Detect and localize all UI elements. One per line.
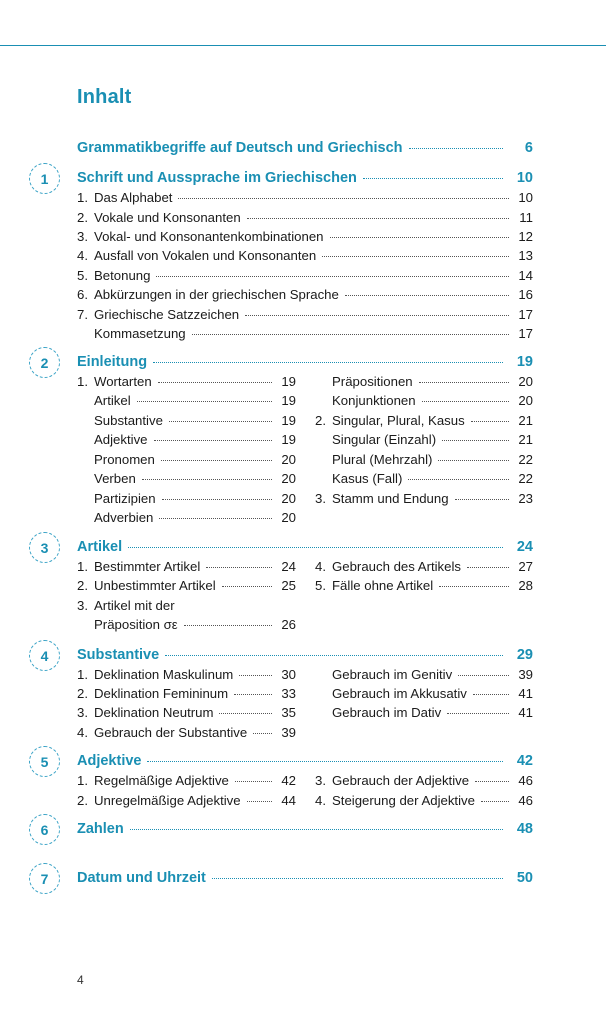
entry-label: Gebrauch der Substantive	[94, 725, 248, 740]
entry-label: Plural (Mehrzahl)	[332, 452, 433, 467]
entry-number: 2.	[77, 210, 88, 225]
toc-intro[interactable]	[77, 140, 533, 156]
entry-label: Steigerung der Adjektive	[332, 793, 475, 808]
leader-dots	[137, 401, 272, 402]
leader-dots	[161, 460, 272, 461]
leader-dots	[447, 713, 509, 714]
entry-page: 20	[281, 491, 296, 506]
leader-dots	[158, 382, 272, 383]
entry-number: 4.	[77, 248, 88, 263]
leader-dots	[247, 218, 509, 219]
leader-dots	[422, 401, 509, 402]
leader-dots	[128, 547, 503, 548]
entry-label: Vokale und Konsonanten	[94, 210, 241, 225]
chapter-title: Zahlen	[77, 821, 124, 837]
entry-label: Gebrauch der Adjektive	[332, 773, 470, 788]
toc-entry[interactable]	[77, 190, 533, 205]
entry-page: 22	[518, 471, 533, 486]
leader-dots	[345, 295, 509, 296]
leader-dots	[455, 499, 509, 500]
leader-dots	[322, 256, 509, 257]
leader-dots	[184, 625, 272, 626]
entry-page: 19	[281, 374, 296, 389]
leader-dots	[142, 479, 272, 480]
entry-page: 41	[518, 686, 533, 701]
toc-entry[interactable]	[77, 452, 296, 467]
leader-dots	[162, 499, 272, 500]
entry-page: 20	[281, 471, 296, 486]
leader-dots	[239, 675, 272, 676]
entry-number: 6.	[77, 287, 88, 302]
entry-number: 5.	[77, 268, 88, 283]
entry-number: 1.	[77, 667, 88, 682]
toc-entry[interactable]	[77, 773, 296, 788]
entry-page: 26	[281, 617, 296, 632]
toc-entry[interactable]	[315, 793, 533, 808]
chapter-badge: 5	[29, 746, 60, 777]
leader-dots	[467, 567, 509, 568]
entry-label: Deklination Neutrum	[94, 705, 214, 720]
entry-number: 1.	[77, 773, 88, 788]
entry-page: 35	[281, 705, 296, 720]
chapter-badge: 7	[29, 863, 60, 894]
toc-entry[interactable]	[77, 287, 533, 302]
entry-label: Gebrauch im Genitiv	[332, 667, 453, 682]
entry-number: 1.	[77, 559, 88, 574]
entry-label: Deklination Maskulinum	[94, 667, 234, 682]
entry-label: Ausfall von Vokalen und Konsonanten	[94, 248, 317, 263]
toc-entry[interactable]	[77, 393, 296, 408]
toc-entry[interactable]	[315, 393, 533, 408]
toc-entry[interactable]	[315, 559, 533, 574]
entry-label: Partizipien	[94, 491, 156, 506]
entry-label: Artikel mit der	[94, 598, 175, 613]
chapter-heading[interactable]	[77, 170, 533, 186]
entry-label: Konjunktionen	[332, 393, 416, 408]
chapter-badge: 2	[29, 347, 60, 378]
leader-dots	[330, 237, 510, 238]
toc-entry[interactable]	[77, 510, 296, 525]
toc-intro-page: 6	[524, 140, 533, 156]
entry-label: Gebrauch im Dativ	[332, 705, 442, 720]
leader-dots	[253, 733, 272, 734]
toc-entry[interactable]	[77, 268, 533, 283]
entry-page: 46	[518, 773, 533, 788]
entry-page: 17	[518, 307, 533, 322]
leader-dots	[419, 382, 509, 383]
leader-dots	[212, 878, 503, 879]
entry-page: 21	[518, 432, 533, 447]
toc-entry[interactable]	[77, 617, 296, 632]
leader-dots	[363, 178, 503, 179]
chapter-heading[interactable]	[77, 539, 533, 555]
leader-dots	[245, 315, 509, 316]
toc-entry[interactable]	[77, 248, 533, 263]
entry-number: 1.	[77, 190, 88, 205]
toc-entry[interactable]	[315, 578, 533, 593]
leader-dots	[206, 567, 272, 568]
leader-dots	[130, 829, 503, 830]
leader-dots	[169, 421, 272, 422]
entry-number: 3.	[77, 229, 88, 244]
leader-dots	[439, 586, 509, 587]
toc-entry[interactable]	[77, 471, 296, 486]
chapter-heading[interactable]	[77, 753, 533, 769]
entry-label: Bestimmter Artikel	[94, 559, 201, 574]
leader-dots	[156, 276, 509, 277]
leader-dots	[165, 655, 503, 656]
entry-number: 2.	[77, 793, 88, 808]
entry-page: 14	[518, 268, 533, 283]
entry-label: Substantive	[94, 413, 163, 428]
leader-dots	[247, 801, 272, 802]
leader-dots	[471, 421, 509, 422]
toc-entry[interactable]	[315, 667, 533, 682]
chapter-badge: 3	[29, 532, 60, 563]
entry-label: Stamm und Endung	[332, 491, 449, 506]
entry-page: 17	[518, 326, 533, 341]
chapter-badge: 1	[29, 163, 60, 194]
entry-page: 44	[281, 793, 296, 808]
toc-entry[interactable]	[315, 491, 533, 506]
entry-label: Unbestimmter Artikel	[94, 578, 216, 593]
leader-dots	[159, 518, 272, 519]
entry-number: 2.	[315, 413, 326, 428]
chapter-title: Adjektive	[77, 753, 142, 769]
leader-dots	[234, 694, 272, 695]
entry-page: 46	[518, 793, 533, 808]
entry-number: 2.	[77, 578, 88, 593]
entry-number: 3.	[315, 491, 326, 506]
entry-page: 19	[281, 393, 296, 408]
entry-label: Wortarten	[94, 374, 152, 389]
entry-number: 3.	[77, 705, 88, 720]
toc-entry[interactable]	[77, 705, 296, 720]
toc-entry[interactable]	[315, 413, 533, 428]
entry-page: 25	[281, 578, 296, 593]
entry-label: Verben	[94, 471, 136, 486]
toc-entry[interactable]	[77, 432, 296, 447]
toc-entry[interactable]	[315, 705, 533, 720]
toc-entry[interactable]	[77, 413, 296, 428]
toc-entry[interactable]	[315, 452, 533, 467]
entry-label: Gebrauch im Akkusativ	[332, 686, 467, 701]
chapter-title: Substantive	[77, 647, 160, 663]
chapter-badge: 6	[29, 814, 60, 845]
entry-label: Singular (Einzahl)	[332, 432, 437, 447]
toc-entry[interactable]	[77, 667, 296, 682]
entry-label: Abkürzungen in der griechischen Sprache	[94, 287, 339, 302]
entry-page: 21	[518, 413, 533, 428]
entry-page: 19	[281, 432, 296, 447]
chapter-badge: 4	[29, 640, 60, 671]
entry-page: 24	[281, 559, 296, 574]
leader-dots	[192, 334, 509, 335]
page-number: 4	[77, 973, 84, 987]
toc-entry[interactable]	[315, 471, 533, 486]
entry-page: 19	[281, 413, 296, 428]
toc-entry[interactable]	[77, 578, 296, 593]
entry-label: Betonung	[94, 268, 151, 283]
leader-dots	[154, 440, 272, 441]
leader-dots	[438, 460, 509, 461]
entry-label: Präposition σε	[94, 617, 178, 632]
toc-entry[interactable]	[315, 773, 533, 788]
toc-entry[interactable]	[315, 432, 533, 447]
chapter-page: 48	[516, 821, 533, 837]
entry-page: 12	[518, 229, 533, 244]
entry-number: 5.	[315, 578, 326, 593]
entry-number: 7.	[77, 307, 88, 322]
entry-label: Pronomen	[94, 452, 155, 467]
entry-label: Gebrauch des Artikels	[332, 559, 462, 574]
chapter-title: Einleitung	[77, 354, 148, 370]
toc-entry[interactable]	[77, 229, 533, 244]
leader-dots	[408, 479, 509, 480]
entry-label: Vokal- und Konsonantenkombinationen	[94, 229, 324, 244]
entry-label: Präpositionen	[332, 374, 413, 389]
page-title: Inhalt	[77, 86, 132, 108]
entry-page: 30	[281, 667, 296, 682]
leader-dots	[219, 713, 272, 714]
toc-entry[interactable]	[77, 686, 296, 701]
toc-entry[interactable]	[77, 725, 296, 740]
chapter-page: 24	[516, 539, 533, 555]
entry-page: 39	[518, 667, 533, 682]
toc-entry[interactable]	[77, 307, 533, 322]
toc-entry[interactable]	[77, 559, 296, 574]
entry-number: 4.	[315, 559, 326, 574]
toc-entry[interactable]	[77, 793, 296, 808]
chapter-page: 19	[516, 354, 533, 370]
chapter-title: Artikel	[77, 539, 123, 555]
entry-page: 11	[519, 210, 533, 225]
entry-page: 41	[518, 705, 533, 720]
entry-number: 1.	[77, 374, 88, 389]
leader-dots	[235, 781, 272, 782]
chapter-title: Schrift und Aussprache im Griechischen	[77, 170, 357, 186]
entry-page: 42	[281, 773, 296, 788]
entry-label: Regelmäßige Adjektive	[94, 773, 229, 788]
entry-page: 23	[518, 491, 533, 506]
leader-dots	[147, 761, 503, 762]
entry-label: Singular, Plural, Kasus	[332, 413, 465, 428]
entry-label: Das Alphabet	[94, 190, 173, 205]
chapter-page: 42	[516, 753, 533, 769]
entry-label: Kommasetzung	[94, 326, 186, 341]
leader-dots	[409, 148, 503, 149]
entry-number: 3.	[77, 598, 88, 613]
entry-page: 22	[518, 452, 533, 467]
leader-dots	[475, 781, 509, 782]
entry-page: 27	[518, 559, 533, 574]
entry-page: 28	[518, 578, 533, 593]
entry-label: Adjektive	[94, 432, 148, 447]
entry-page: 20	[518, 374, 533, 389]
leader-dots	[178, 198, 509, 199]
chapter-heading[interactable]	[77, 821, 533, 837]
top-rule	[0, 45, 606, 46]
toc-entry[interactable]	[77, 598, 296, 613]
entry-page: 20	[281, 510, 296, 525]
entry-page: 20	[518, 393, 533, 408]
toc-entry[interactable]	[77, 491, 296, 506]
entry-number: 4.	[315, 793, 326, 808]
entry-number: 4.	[77, 725, 88, 740]
toc-entry[interactable]	[77, 210, 533, 225]
toc-entry[interactable]	[77, 326, 533, 341]
leader-dots	[481, 801, 509, 802]
toc-intro-label: Grammatikbegriffe auf Deutsch und Griechisch	[77, 140, 403, 156]
chapter-title: Datum und Uhrzeit	[77, 870, 206, 886]
entry-label: Kasus (Fall)	[332, 471, 403, 486]
entry-number: 3.	[315, 773, 326, 788]
leader-dots	[458, 675, 509, 676]
chapter-page: 10	[516, 170, 533, 186]
entry-page: 13	[518, 248, 533, 263]
entry-label: Fälle ohne Artikel	[332, 578, 434, 593]
entry-label: Artikel	[94, 393, 131, 408]
entry-label: Adverbien	[94, 510, 154, 525]
leader-dots	[473, 694, 509, 695]
entry-page: 20	[281, 452, 296, 467]
entry-label: Deklination Femininum	[94, 686, 229, 701]
chapter-heading[interactable]	[77, 870, 533, 886]
leader-dots	[222, 586, 272, 587]
entry-page: 10	[518, 190, 533, 205]
chapter-page: 29	[516, 647, 533, 663]
leader-dots	[153, 362, 503, 363]
toc-entry[interactable]	[315, 374, 533, 389]
toc-entry[interactable]	[77, 374, 296, 389]
chapter-page: 50	[516, 870, 533, 886]
toc-entry[interactable]	[315, 686, 533, 701]
chapter-heading[interactable]	[77, 647, 533, 663]
entry-page: 16	[518, 287, 533, 302]
entry-number: 2.	[77, 686, 88, 701]
leader-dots	[442, 440, 509, 441]
entry-page: 39	[281, 725, 296, 740]
chapter-heading[interactable]	[77, 354, 533, 370]
entry-page: 33	[281, 686, 296, 701]
entry-label: Griechische Satzzeichen	[94, 307, 240, 322]
entry-label: Unregelmäßige Adjektive	[94, 793, 241, 808]
